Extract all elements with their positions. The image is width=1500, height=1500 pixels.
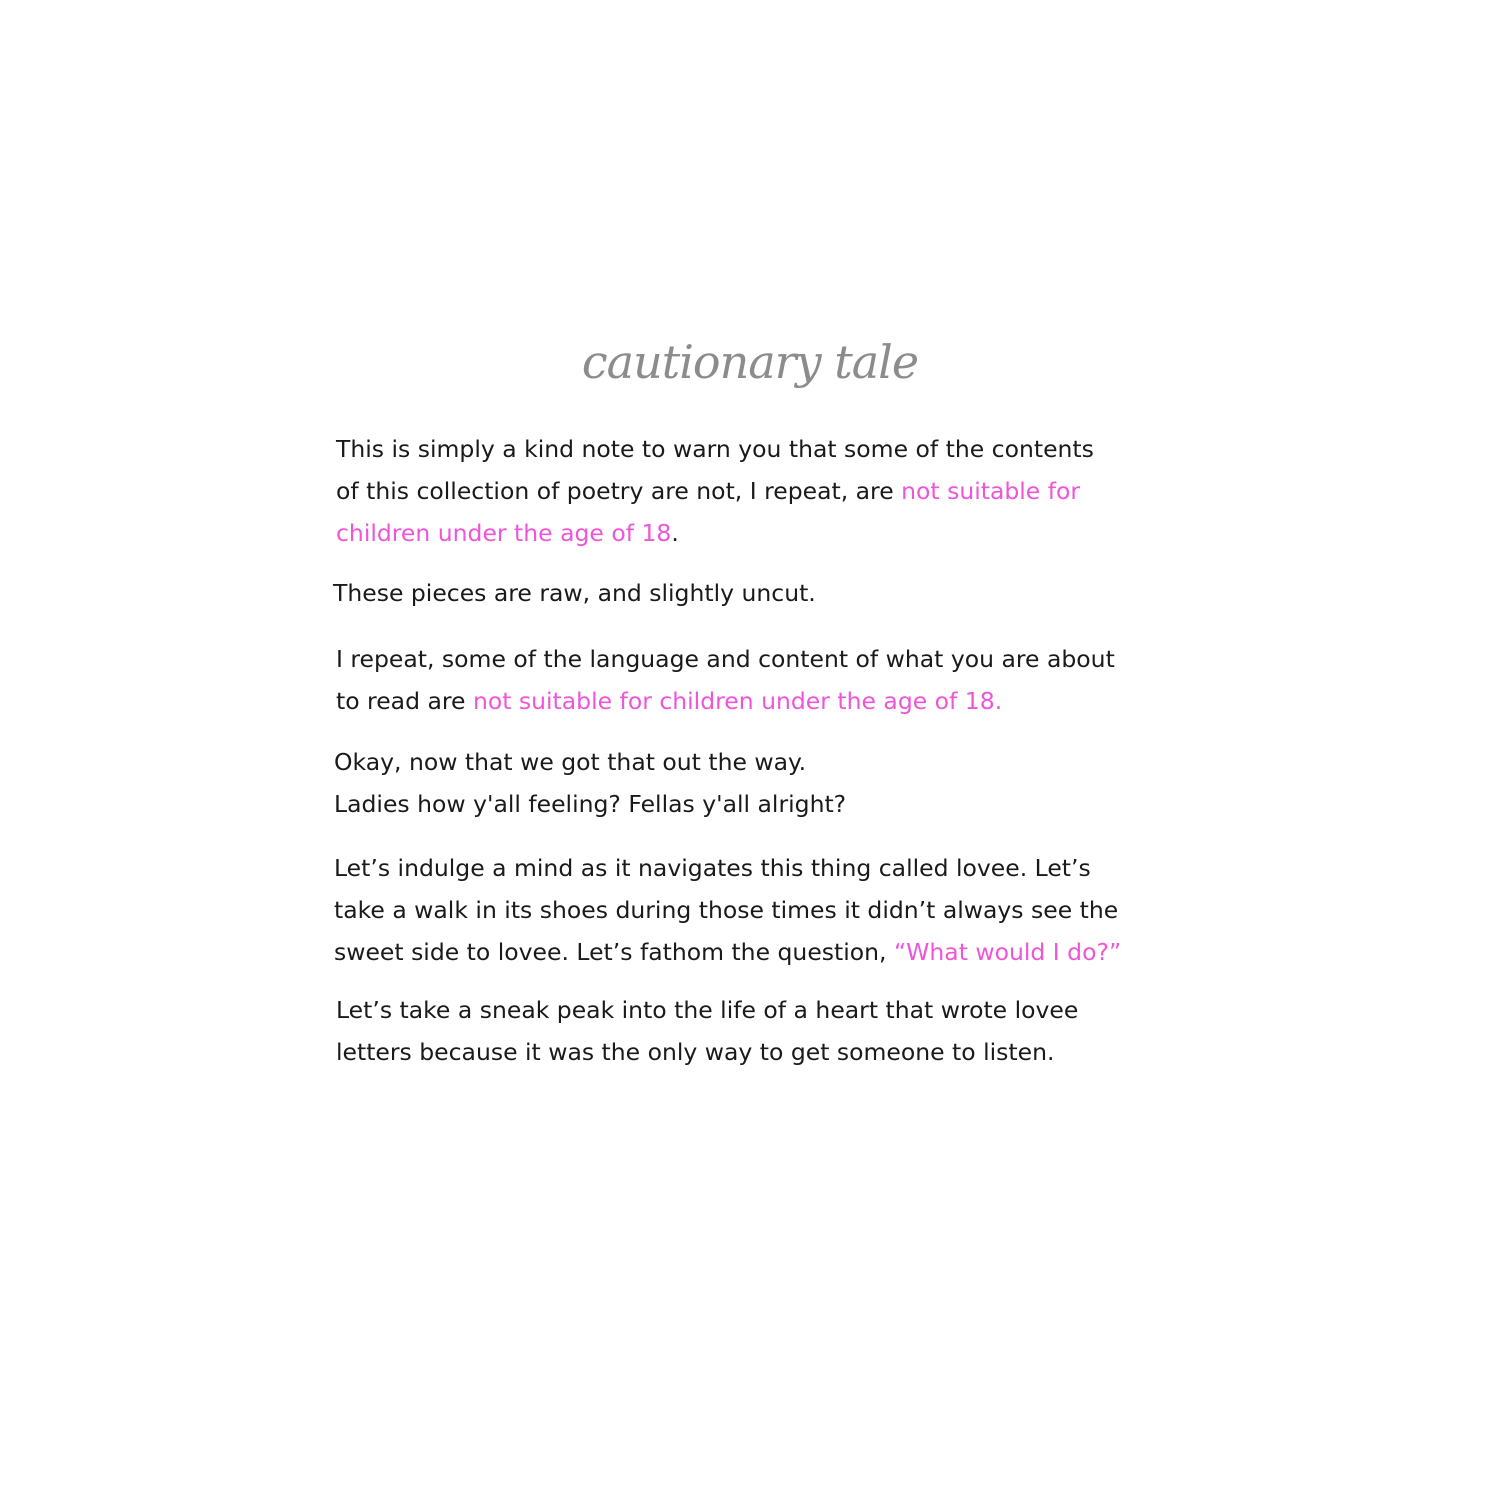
greeting-paragraph	[334, 741, 846, 825]
text-line	[336, 470, 1094, 512]
text-span: This is simply a kind note to warn you that some of the contents	[336, 435, 1094, 463]
text-line	[336, 638, 1115, 680]
text-span: letters because it was the only way to get someone to listen.	[336, 1038, 1055, 1066]
page-title: cautionary tale	[581, 335, 919, 389]
text-line	[334, 889, 1121, 931]
highlighted-text: children under the age of 18	[336, 519, 672, 547]
text-span: I repeat, some of the language and content of what you are about	[336, 645, 1115, 673]
text-line	[336, 512, 1094, 554]
invitation-paragraph	[334, 847, 1121, 973]
text-line	[333, 572, 816, 614]
text-span: take a walk in its shoes during those times it didn’t always see the	[334, 896, 1119, 924]
text-line	[334, 741, 846, 783]
highlighted-text: “What would I do?”	[893, 938, 1122, 966]
text-span: .	[671, 519, 679, 547]
closing-paragraph	[336, 989, 1078, 1073]
text-line	[334, 783, 846, 825]
text-line	[336, 1031, 1078, 1073]
text-span: Let’s indulge a mind as it navigates this thing called lovee. Let’s	[334, 854, 1091, 882]
warning-paragraph	[336, 428, 1094, 554]
text-line	[334, 931, 1121, 973]
highlighted-text: not suitable for children under the age of 18.	[472, 687, 1003, 715]
text-span: Ladies how y'all feeling? Fellas y'all alright?	[334, 790, 847, 818]
text-span: of this collection of poetry are not, I repeat, are	[336, 477, 902, 505]
text-line	[334, 847, 1121, 889]
text-line	[336, 989, 1078, 1031]
highlighted-text: not suitable for	[901, 477, 1081, 505]
text-span: Okay, now that we got that out the way.	[334, 748, 807, 776]
text-span: Let’s take a sneak peak into the life of a heart that wrote lovee	[336, 996, 1079, 1024]
text-span: to read are	[336, 687, 473, 715]
text-span: sweet side to lovee. Let’s fathom the question,	[334, 938, 894, 966]
raw-note-paragraph	[333, 572, 816, 614]
text-span: These pieces are raw, and slightly uncut.	[333, 579, 816, 607]
text-line	[336, 680, 1115, 722]
repeat-warning-paragraph	[336, 638, 1115, 722]
text-line	[336, 428, 1094, 470]
